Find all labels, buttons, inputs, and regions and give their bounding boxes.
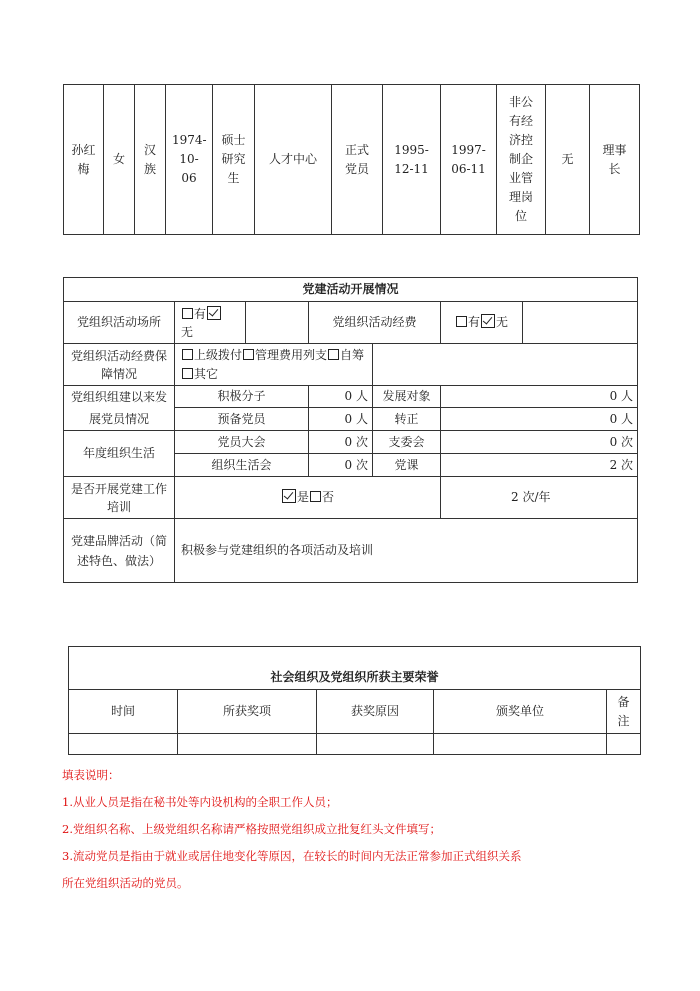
honors-cell[interactable] <box>434 734 607 755</box>
member-party-join: 1995-12-11 <box>383 85 441 235</box>
regular-value: 0 人 <box>441 408 638 431</box>
guarantee-options <box>175 344 373 386</box>
regular-label: 转正 <box>373 408 441 431</box>
honors-heading: 社会组织及党组织所获主要荣誉 <box>69 647 641 690</box>
guarantee-option-3: 自筹 <box>340 347 365 362</box>
venue-blank <box>246 302 309 344</box>
honors-col-reason: 获奖原因 <box>317 690 434 734</box>
honors-cell[interactable] <box>607 734 641 755</box>
member-name: 孙红梅 <box>64 85 104 235</box>
training-frequency: 2 次/年 <box>441 477 638 519</box>
guarantee-checkbox-2[interactable] <box>243 349 254 360</box>
member-title: 理事长 <box>590 85 640 235</box>
member-table <box>63 84 640 235</box>
honors-col-award: 所获奖项 <box>178 690 317 734</box>
honors-cell[interactable] <box>317 734 434 755</box>
instruction-2: 2.党组织名称、上级党组织名称请严格按照党组织成立批复红头文件填写； <box>62 822 441 836</box>
funds-has-checkbox[interactable] <box>456 316 467 327</box>
honors-col-time: 时间 <box>69 690 178 734</box>
development-label: 党组织组建以来发展党员情况 <box>64 386 175 431</box>
congress-label: 党员大会 <box>175 431 309 454</box>
meeting-value: 0 次 <box>309 454 373 477</box>
honors-cell[interactable] <box>178 734 317 755</box>
member-unit: 人才中心 <box>255 85 332 235</box>
guarantee-option-2: 管理费用列支 <box>255 347 328 362</box>
congress-value: 0 次 <box>309 431 373 454</box>
meeting-label: 组织生活会 <box>175 454 309 477</box>
guarantee-option-4: 其它 <box>194 366 219 381</box>
lesson-value: 2 次 <box>441 454 638 477</box>
funds-label: 党组织活动经费 <box>309 302 441 344</box>
training-label: 是否开展党建工作培训 <box>64 477 175 519</box>
brand-label: 党建品牌活动（简述特色、做法） <box>64 519 175 583</box>
member-work-start: 1997-06-11 <box>441 85 497 235</box>
targets-label: 发展对象 <box>373 386 441 408</box>
activities-heading: 党建活动开展情况 <box>64 278 638 302</box>
honors-cell[interactable] <box>69 734 178 755</box>
venue-label: 党组织活动场所 <box>64 302 175 344</box>
activities-table <box>63 277 638 583</box>
funds-blank <box>523 302 638 344</box>
guarantee-label: 党组织活动经费保障情况 <box>64 344 175 386</box>
committee-value: 0 次 <box>441 431 638 454</box>
venue-has-checkbox[interactable] <box>182 308 193 319</box>
guarantee-checkbox-4[interactable] <box>182 368 193 379</box>
instruction-3: 3.流动党员是指由于就业或居住地变化等原因，在较长的时间内无法正常参加正式组织关系 <box>62 849 522 863</box>
funds-none-checkbox[interactable] <box>481 314 495 328</box>
instruction-1: 1.从业人员是指在秘书处等内设机构的全职工作人员； <box>62 795 338 809</box>
probation-value: 0 人 <box>309 408 373 431</box>
honors-col-remark: 备注 <box>607 690 641 734</box>
lesson-label: 党课 <box>373 454 441 477</box>
member-position-type: 非公有经济控制企业管理岗位 <box>497 85 546 235</box>
venue-none-label: 无 <box>181 324 194 339</box>
member-education: 硕士研究生 <box>213 85 255 235</box>
guarantee-option-1: 上级拨付 <box>194 347 243 362</box>
member-gender: 女 <box>104 85 135 235</box>
training-no-checkbox[interactable] <box>310 491 321 502</box>
committee-label: 支委会 <box>373 431 441 454</box>
venue-has-label: 有 <box>194 306 207 321</box>
activists-value: 0 人 <box>309 386 373 408</box>
venue-options <box>175 302 246 344</box>
honors-table <box>68 646 641 755</box>
guarantee-checkbox-3[interactable] <box>328 349 339 360</box>
probation-label: 预备党员 <box>175 408 309 431</box>
instruction-3-continued: 所在党组织活动的党员。 <box>62 876 189 890</box>
instructions-title: 填表说明： <box>62 768 120 782</box>
guarantee-blank <box>373 344 638 386</box>
training-options <box>175 477 441 519</box>
training-no-label: 否 <box>322 490 335 504</box>
honors-col-issuer: 颁奖单位 <box>434 690 607 734</box>
member-none: 无 <box>546 85 590 235</box>
brand-value: 积极参与党建组织的各项活动及培训 <box>175 519 638 583</box>
training-yes-checkbox[interactable] <box>282 489 296 503</box>
training-yes-label: 是 <box>296 490 309 504</box>
venue-none-checkbox[interactable] <box>207 306 221 320</box>
funds-none-label: 无 <box>496 315 509 329</box>
funds-has-label: 有 <box>467 315 480 329</box>
member-birth: 1974-10-06 <box>166 85 213 235</box>
member-status: 正式党员 <box>332 85 383 235</box>
guarantee-checkbox-1[interactable] <box>182 349 193 360</box>
instructions <box>62 762 521 897</box>
funds-options <box>441 302 523 344</box>
targets-value: 0 人 <box>441 386 638 408</box>
activists-label: 积极分子 <box>175 386 309 408</box>
member-ethnicity: 汉族 <box>135 85 166 235</box>
life-label: 年度组织生活 <box>64 431 175 477</box>
